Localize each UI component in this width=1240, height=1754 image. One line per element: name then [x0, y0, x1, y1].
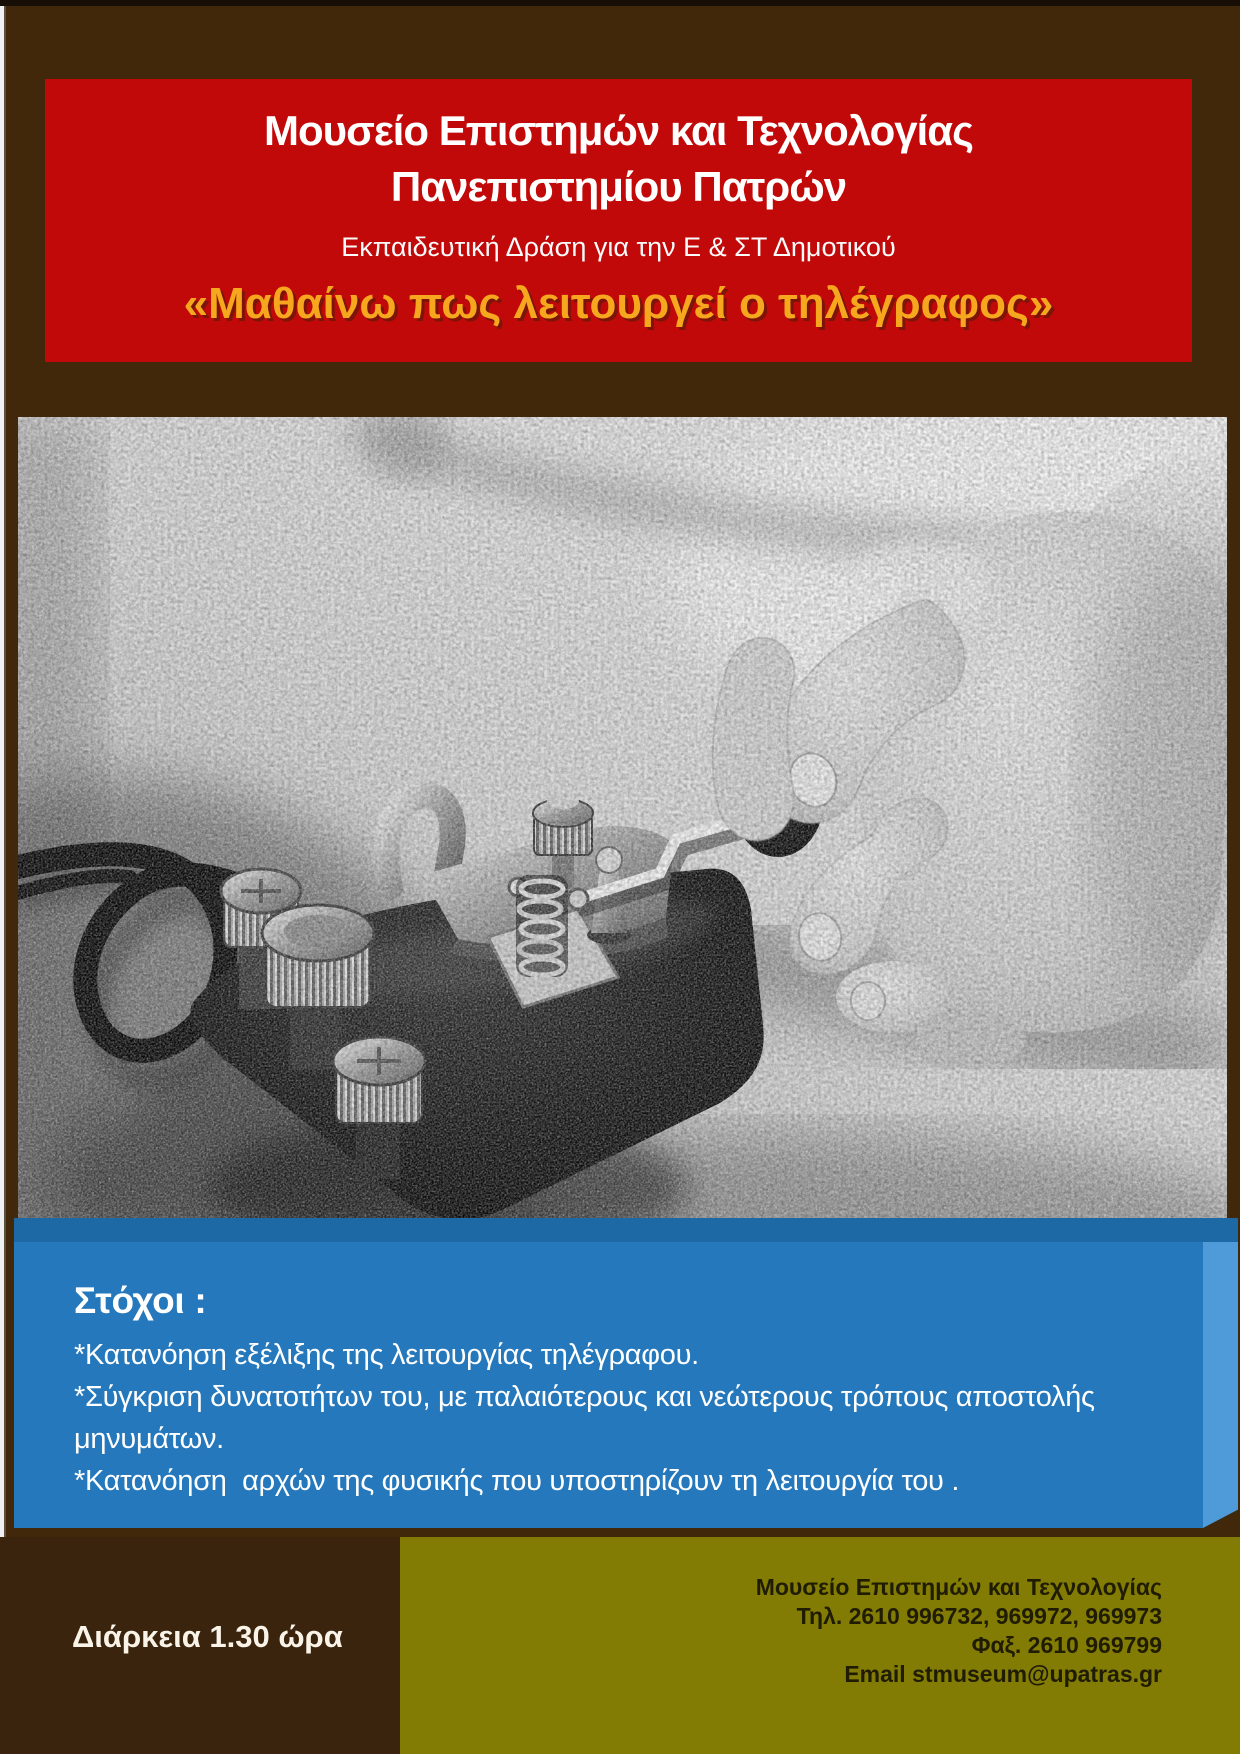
contact-block	[400, 1537, 1240, 1754]
telegraph-photo-illustration	[18, 417, 1227, 1218]
scan-edge-top	[0, 0, 1240, 6]
header-banner	[45, 79, 1192, 362]
duration-block	[0, 1537, 400, 1754]
activity-title: «Μαθαίνω πως λειτουργεί ο τηλέγραφος»	[183, 279, 1054, 328]
goal-item: *Σύγκριση δυνατοτήτων του, με παλαιότερους και νεώτερους τρόπους αποστολής μηνυμάτων.	[74, 1381, 1103, 1455]
photo-grain-dark	[18, 417, 1227, 1218]
contact-phone: Τηλ. 2610 996732, 969972, 969973	[796, 1603, 1162, 1629]
goal-item: *Κατανόηση αρχών της φυσικής που υποστηρίζουν τη λειτουργία του .	[74, 1465, 960, 1497]
goals-heading: Στόχοι :	[74, 1280, 207, 1321]
museum-title-line2: Πανεπιστημίου Πατρών	[390, 163, 847, 210]
museum-title-line1: Μουσείο Επιστημών και Τεχνολογίας	[264, 107, 973, 154]
goals-panel-side-bevel	[1203, 1222, 1238, 1528]
goals-content	[74, 1278, 1196, 1502]
goals-panel	[14, 1218, 1238, 1528]
contact-email: Email stmuseum@upatras.gr	[844, 1661, 1162, 1687]
goals-panel-top-edge	[14, 1218, 1238, 1242]
scan-edge-left-shadow	[4, 6, 6, 1754]
audience-subtitle: Εκπαιδευτική Δράση για την Ε & ΣΤ Δημοτικού	[341, 232, 896, 262]
duration-label: Διάρκεια 1.30 ώρα	[72, 1619, 343, 1654]
contact-organization: Μουσείο Επιστημών και Τεχνολογίας	[755, 1574, 1162, 1600]
contact-fax: Φαξ. 2610 969799	[971, 1632, 1162, 1658]
goal-item: *Κατανόηση εξέλιξης της λειτουργίας τηλέγραφου.	[74, 1339, 699, 1371]
telegraph-photo	[18, 417, 1227, 1218]
contact-info	[756, 1573, 1162, 1689]
